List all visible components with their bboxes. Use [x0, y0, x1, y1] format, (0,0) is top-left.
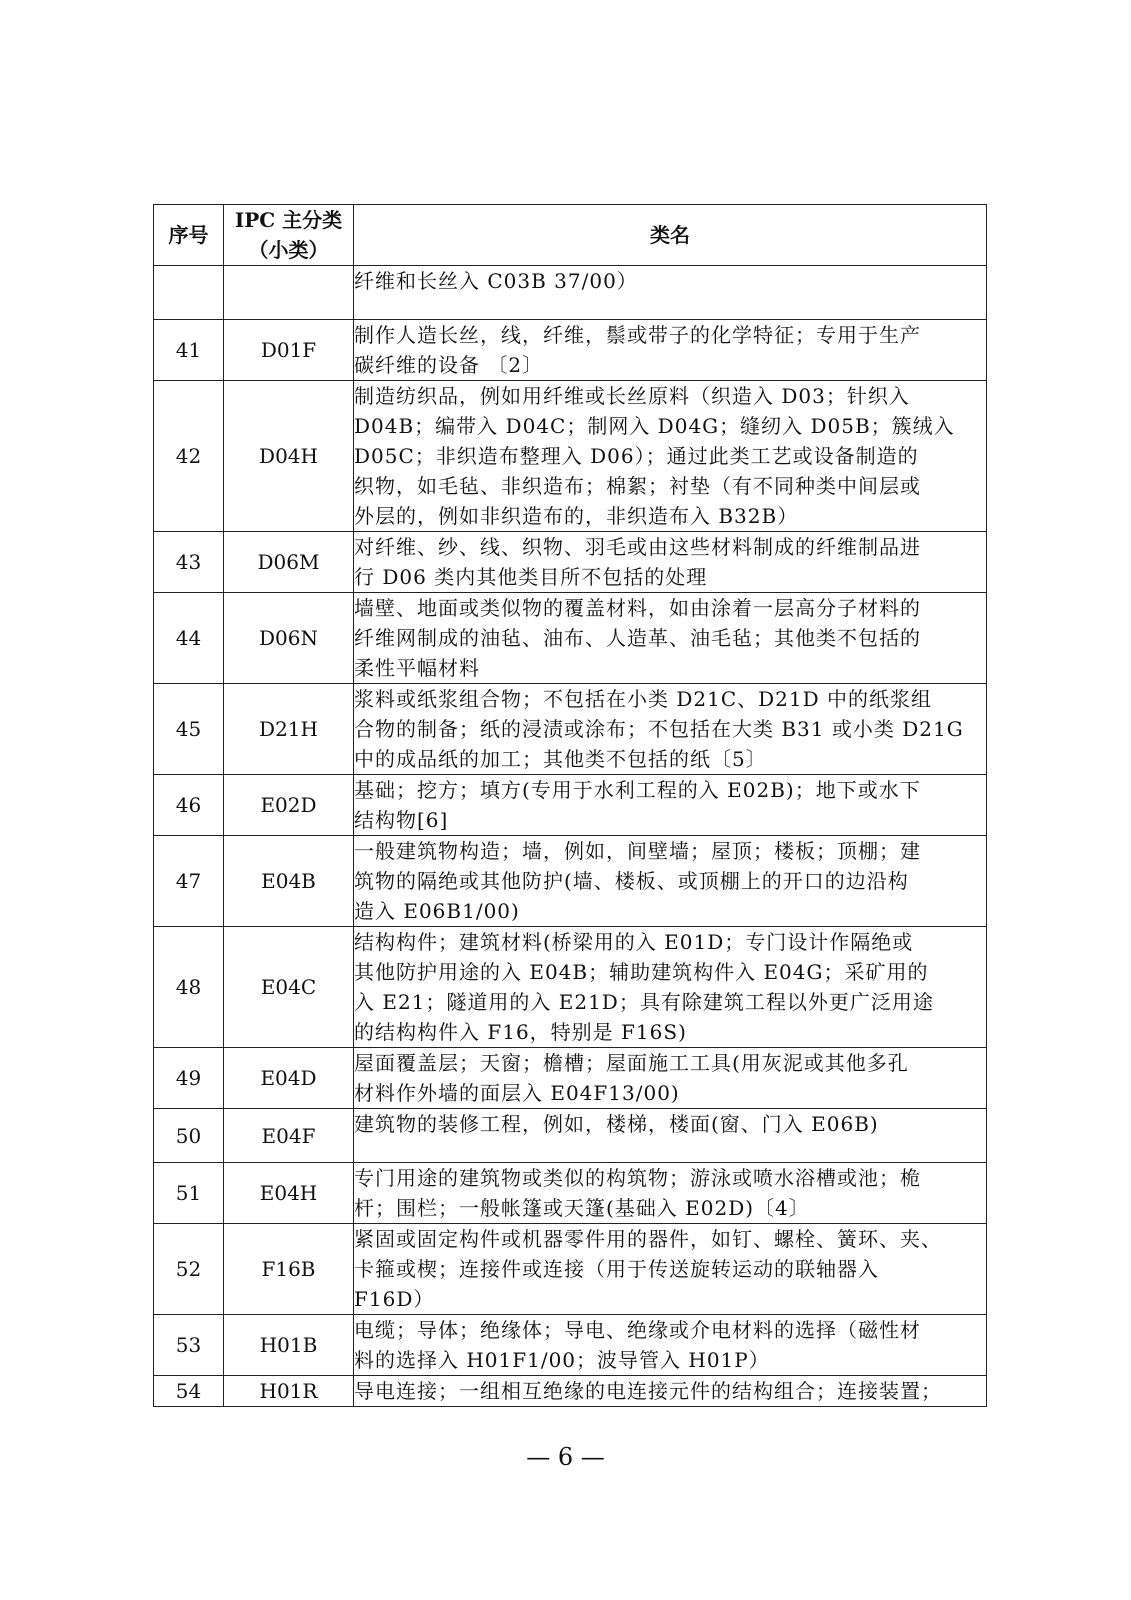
table-row [154, 1163, 987, 1224]
row-class-name-line: 纤维和长丝入 C03B 37/00） [354, 269, 638, 293]
row-seq: 45 [154, 684, 224, 775]
table-row [154, 927, 987, 1048]
row-class-name [354, 1224, 987, 1315]
row-seq: 46 [154, 775, 224, 836]
row-class-name-line: 对纤维、纱、线、织物、羽毛或由这些材料制成的纤维制品进 [354, 535, 921, 559]
row-class-name [354, 836, 987, 927]
table-body [154, 266, 987, 1407]
row-seq: 44 [154, 593, 224, 684]
row-class-name-line: D05C；非织造布整理入 D06）；通过此类工艺或设备制造的 [354, 444, 919, 468]
row-seq: 51 [154, 1163, 224, 1224]
row-seq: 52 [154, 1224, 224, 1315]
row-seq: 42 [154, 381, 224, 532]
row-ipc-code: E04C [224, 927, 354, 1048]
row-seq: 47 [154, 836, 224, 927]
row-class-name [354, 593, 987, 684]
row-class-name [354, 381, 987, 532]
row-ipc-code: F16B [224, 1224, 354, 1315]
row-class-name-line: 电缆；导体；绝缘体；导电、绝缘或介电材料的选择（磁性材 [354, 1318, 921, 1342]
table-header-row [154, 205, 987, 266]
row-ipc-code: D01F [224, 320, 354, 381]
row-class-name-line: 行 D06 类内其他类目所不包括的处理 [354, 565, 708, 589]
row-class-name [354, 1163, 987, 1224]
row-ipc-code: E04D [224, 1048, 354, 1109]
row-class-name [354, 775, 987, 836]
table-row [154, 1048, 987, 1109]
row-ipc-code [224, 266, 354, 320]
row-class-name-line: 结构物[6] [354, 808, 449, 832]
table-row [154, 1109, 987, 1163]
row-class-name-line: 一般建筑物构造；墙，例如，间壁墙；屋顶；楼板；顶棚；建 [354, 839, 921, 863]
header-ipc [224, 205, 354, 266]
row-class-name-line: 导电连接；一组相互绝缘的电连接元件的结构组合；连接装置； [354, 1379, 942, 1403]
table-row [154, 684, 987, 775]
row-ipc-code: H01R [224, 1376, 354, 1407]
row-class-name-line: 卡箍或楔；连接件或连接（用于传送旋转运动的联轴器入 [354, 1257, 879, 1281]
row-class-name-line: 碳纤维的设备 〔2〕 [354, 353, 544, 377]
row-ipc-code: E02D [224, 775, 354, 836]
row-seq: 53 [154, 1315, 224, 1376]
row-seq: 50 [154, 1109, 224, 1163]
table-row [154, 593, 987, 684]
row-class-name-line: 的结构构件入 F16，特别是 F16S) [354, 1020, 687, 1044]
table-row [154, 532, 987, 593]
row-ipc-code: H01B [224, 1315, 354, 1376]
row-class-name-line: 其他防护用途的入 E04B；辅助建筑构件入 E04G；采矿用的 [354, 960, 929, 984]
row-class-name-line: 建筑物的装修工程，例如，楼梯，楼面(窗、门入 E06B) [354, 1112, 879, 1136]
row-class-name-line: 杆；围栏；一般帐篷或天篷(基础入 E02D)〔4〕 [354, 1196, 810, 1220]
row-class-name-line: 织物，如毛毡、非织造布；棉絮；衬垫（有不同种类中间层或 [354, 474, 921, 498]
row-class-name [354, 1109, 987, 1163]
row-ipc-code: D04H [224, 381, 354, 532]
row-class-name [354, 1376, 987, 1407]
row-seq: 48 [154, 927, 224, 1048]
table-row [154, 1315, 987, 1376]
header-seq: 序号 [154, 205, 224, 266]
row-class-name-line: 外层的，例如非织造布的，非织造布入 B32B） [354, 504, 799, 528]
row-ipc-code: D06N [224, 593, 354, 684]
table-row [154, 775, 987, 836]
row-class-name [354, 1048, 987, 1109]
row-class-name-line: F16D） [354, 1287, 435, 1311]
row-class-name [354, 927, 987, 1048]
row-seq: 41 [154, 320, 224, 381]
row-class-name-line: 结构构件；建筑材料(桥梁用的入 E01D；专门设计作隔绝或 [354, 930, 914, 954]
row-ipc-code: E04F [224, 1109, 354, 1163]
table-row [154, 320, 987, 381]
row-class-name-line: 墙壁、地面或类似物的覆盖材料，如由涂着一层高分子材料的 [354, 596, 921, 620]
row-ipc-code: E04B [224, 836, 354, 927]
row-class-name-line: 柔性平幅材料 [354, 656, 480, 680]
ipc-classification-table [153, 204, 987, 1407]
row-class-name [354, 684, 987, 775]
row-class-name [354, 320, 987, 381]
row-class-name-line: 材料作外墙的面层入 E04F13/00) [354, 1081, 680, 1105]
row-seq [154, 266, 224, 320]
row-class-name-line: 紧固或固定构件或机器零件用的器件，如钉、螺栓、簧环、夹、 [354, 1227, 942, 1251]
table-row [154, 1224, 987, 1315]
row-class-name-line: 合物的制备；纸的浸渍或涂布；不包括在大类 B31 或小类 D21G [354, 717, 964, 741]
row-class-name-line: 入 E21；隧道用的入 E21D；具有除建筑工程以外更广泛用途 [354, 990, 934, 1014]
header-ipc-line1: IPC 主分类 [234, 208, 343, 232]
row-class-name [354, 532, 987, 593]
row-ipc-code: E04H [224, 1163, 354, 1224]
row-class-name [354, 1315, 987, 1376]
row-class-name-line: 制作人造长丝，线，纤维，鬃或带子的化学特征；专用于生产 [354, 323, 921, 347]
table-row [154, 266, 987, 320]
row-class-name-line: 专门用途的建筑物或类似的构筑物；游泳或喷水浴槽或池；桅 [354, 1166, 921, 1190]
row-ipc-code: D21H [224, 684, 354, 775]
row-class-name-line: 纤维网制成的油毡、油布、人造革、油毛毡；其他类不包括的 [354, 626, 921, 650]
header-ipc-line2: （小类） [248, 238, 329, 262]
row-seq: 54 [154, 1376, 224, 1407]
row-class-name-line: 料的选择入 H01F1/00；波导管入 H01P） [354, 1348, 770, 1372]
header-name: 类名 [354, 205, 987, 266]
row-class-name-line: 基础；挖方；填方(专用于水利工程的入 E02B)；地下或水下 [354, 778, 921, 802]
page-number: — 6 — [526, 1443, 605, 1471]
table-row [154, 381, 987, 532]
row-class-name [354, 266, 987, 320]
table-row [154, 836, 987, 927]
row-class-name-line: 筑物的隔绝或其他防护(墙、楼板、或顶棚上的开口的边沿构 [354, 869, 909, 893]
row-class-name-line: 造入 E06B1/00) [354, 899, 520, 923]
row-seq: 43 [154, 532, 224, 593]
row-ipc-code: D06M [224, 532, 354, 593]
row-class-name-line: 屋面覆盖层；天窗；檐槽；屋面施工工具(用灰泥或其他多孔 [354, 1051, 909, 1075]
row-class-name-line: D04B；编带入 D04C；制网入 D04G；缝纫入 D05B；簇绒入 [354, 414, 955, 438]
row-class-name-line: 浆料或纸浆组合物；不包括在小类 D21C、D21D 中的纸浆组 [354, 687, 933, 711]
table-row [154, 1376, 987, 1407]
row-seq: 49 [154, 1048, 224, 1109]
row-class-name-line: 中的成品纸的加工；其他类不包括的纸〔5〕 [354, 747, 767, 771]
row-class-name-line: 制造纺织品，例如用纤维或长丝原料（织造入 D03；针织入 [354, 384, 910, 408]
